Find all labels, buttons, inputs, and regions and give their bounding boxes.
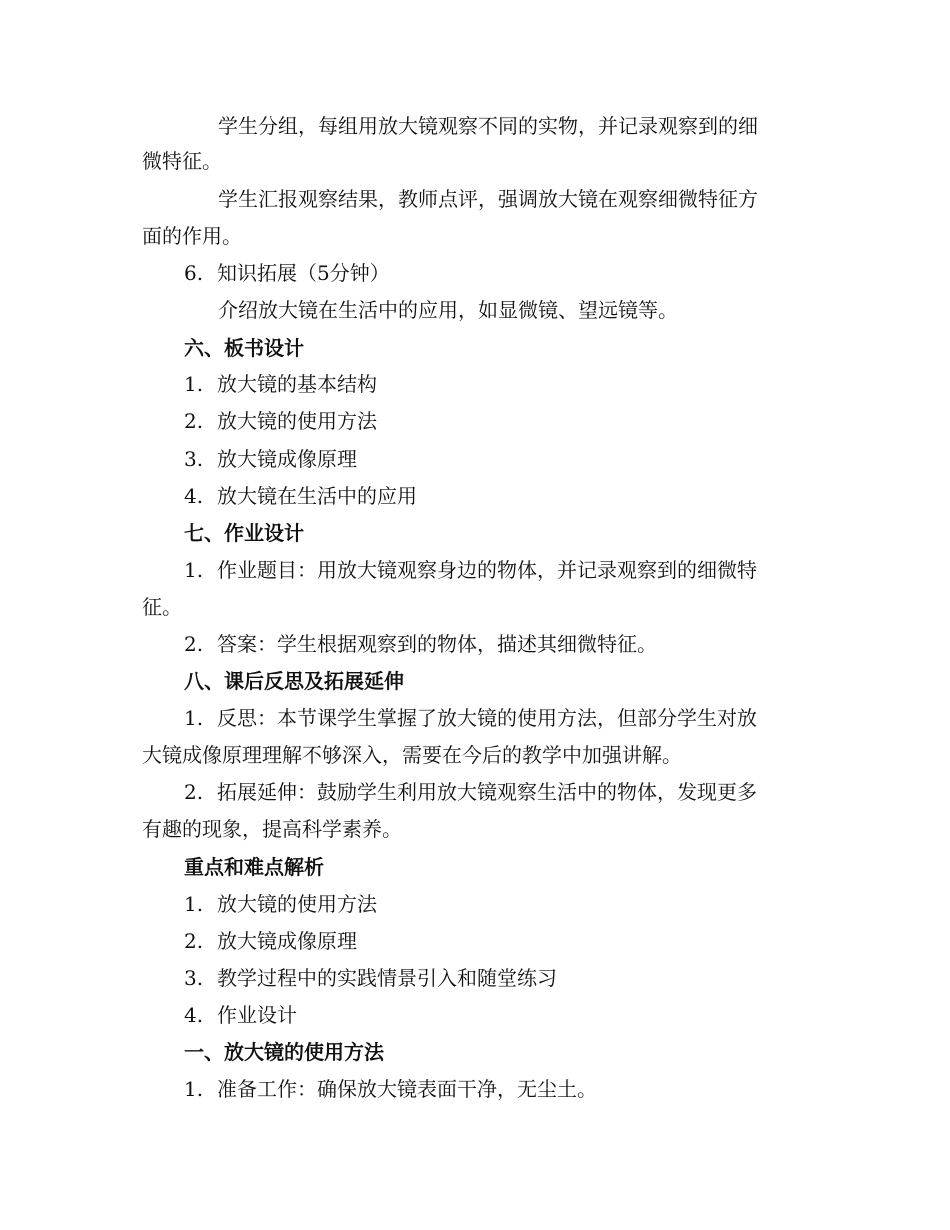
list-text: 放大镜成像原理: [217, 929, 357, 953]
list-item: [184, 886, 808, 923]
list-item: [184, 366, 808, 403]
list-number: 6.: [184, 261, 204, 285]
paragraph-line: 有趣的现象，提高科学素养。: [142, 817, 402, 841]
section-heading: 七、作业设计: [184, 521, 304, 545]
paragraph-line: 学生分组，每组用放大镜观察不同的实物，并记录观察到的细: [218, 114, 758, 138]
list-item: [184, 997, 808, 1034]
list-item: [184, 1071, 808, 1108]
section-heading: 八、课后反思及拓展延伸: [184, 669, 404, 693]
paragraph-line: 微特征。: [142, 149, 222, 173]
list-number: 2.: [184, 632, 204, 656]
list-text: 作业题目：用放大镜观察身边的物体，并记录观察到的细微特: [217, 558, 757, 582]
list-text: 教学过程中的实践情景引入和随堂练习: [217, 966, 557, 990]
list-number: 1.: [184, 372, 204, 396]
list-item: [184, 552, 808, 589]
list-text: 放大镜的基本结构: [217, 372, 377, 396]
section-heading: 重点和难点解析: [184, 855, 324, 879]
list-item: [184, 478, 808, 515]
list-item: [184, 403, 808, 440]
list-text: 放大镜的使用方法: [217, 409, 377, 433]
list-number: 1.: [184, 706, 204, 730]
list-number: 3.: [184, 447, 204, 471]
list-item: [184, 700, 808, 737]
list-item: [184, 774, 808, 811]
list-number: 2.: [184, 929, 204, 953]
list-number: 4.: [184, 1003, 204, 1027]
list-text: 准备工作：确保放大镜表面干净，无尘土。: [217, 1077, 597, 1101]
paragraph-line: 介绍放大镜在生活中的应用，如显微镜、望远镜等。: [218, 298, 678, 322]
list-item: [184, 923, 808, 960]
list-text: 反思：本节课学生掌握了放大镜的使用方法，但部分学生对放: [217, 706, 757, 730]
list-number: 1.: [184, 558, 204, 582]
paragraph-line: 征。: [142, 595, 182, 619]
list-text: 知识拓展（5分钟）: [217, 261, 390, 285]
section-heading: 六、板书设计: [184, 336, 304, 360]
list-number: 3.: [184, 966, 204, 990]
paragraph-line: 面的作用。: [142, 224, 242, 248]
list-number: 1.: [184, 1077, 204, 1101]
list-text: 拓展延伸：鼓励学生利用放大镜观察生活中的物体，发现更多: [217, 780, 757, 804]
list-text: 作业设计: [217, 1003, 297, 1027]
list-item: [184, 255, 808, 292]
list-item: [184, 960, 808, 997]
list-number: 2.: [184, 780, 204, 804]
paragraph-line: 大镜成像原理理解不够深入，需要在今后的教学中加强讲解。: [142, 743, 682, 767]
list-number: 4.: [184, 484, 204, 508]
list-number: 2.: [184, 409, 204, 433]
paragraph-line: 学生汇报观察结果，教师点评，强调放大镜在观察细微特征方: [218, 187, 758, 211]
list-number: 1.: [184, 892, 204, 916]
list-text: 答案：学生根据观察到的物体，描述其细微特征。: [217, 632, 657, 656]
list-item: [184, 626, 808, 663]
section-heading: 一、放大镜的使用方法: [184, 1040, 384, 1064]
list-item: [184, 441, 808, 478]
list-text: 放大镜的使用方法: [217, 892, 377, 916]
list-text: 放大镜在生活中的应用: [217, 484, 417, 508]
list-text: 放大镜成像原理: [217, 447, 357, 471]
